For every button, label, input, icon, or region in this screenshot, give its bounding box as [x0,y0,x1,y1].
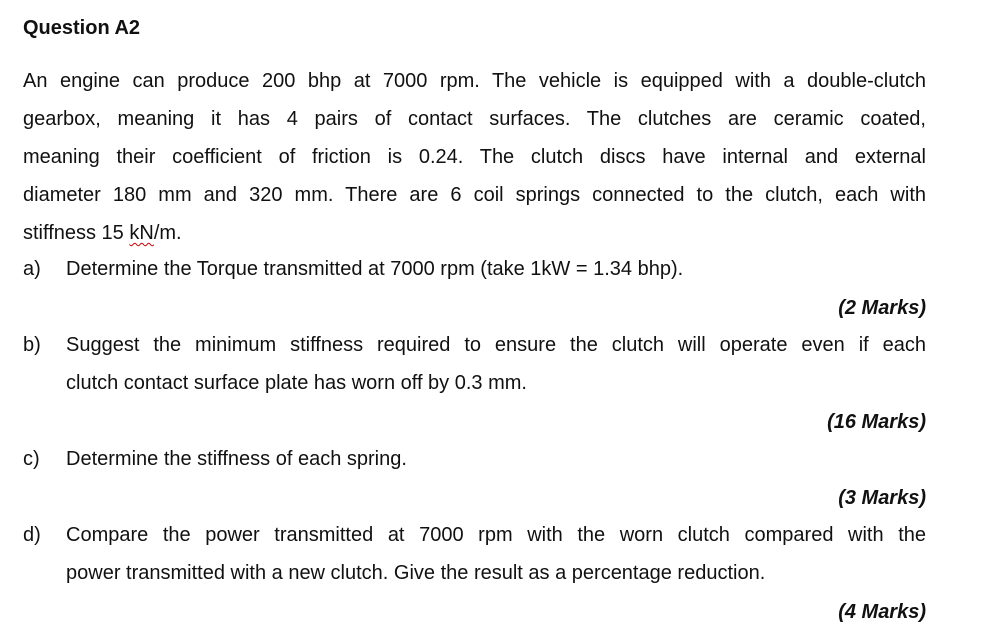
part-a [23,250,926,288]
part-text [66,326,926,402]
part-letter: c) [23,448,40,470]
part-line: clutch contact surface plate has worn off by 0.3 mm. [66,372,527,394]
part-c [23,440,926,478]
intro-text: stiffness 15 [23,222,130,244]
question-intro [23,62,926,252]
intro-line: meaning their coefficient of friction is 0.24. The clutch discs have internal and external [23,146,926,168]
part-line: power transmitted with a new clutch. Give the result as a percentage reduction. [66,562,766,584]
part-line: Compare the power transmitted at 7000 rpm with the worn clutch compared with the [66,524,926,546]
intro-text: /m. [153,222,182,244]
marks-label: (16 Marks) [827,411,926,433]
part-letter: b) [23,334,41,356]
intro-line: gearbox, meaning it has 4 pairs of contact surfaces. The clutches are ceramic coated, [23,108,926,130]
part-b [23,326,926,402]
intro-line: diameter 180 mm and 320 mm. There are 6 coil springs connected to the clutch, each with [23,184,926,206]
marks-label: (2 Marks) [838,297,926,319]
part-line: Suggest the minimum stiffness required to ensure the clutch will operate even if each [66,334,926,356]
part-d [23,516,926,592]
part-text [66,250,926,288]
intro-line [23,214,926,252]
part-line: Determine the stiffness of each spring. [66,448,407,470]
part-text [66,516,926,592]
part-line: Determine the Torque transmitted at 7000 rpm (take 1kW = 1.34 bhp). [66,258,684,280]
intro-line: An engine can produce 200 bhp at 7000 rpm. The vehicle is equipped with a double-clutch [23,70,926,92]
marks-label: (4 Marks) [838,601,926,623]
part-text [66,440,926,478]
part-letter: d) [23,524,41,546]
question-heading: Question A2 [23,17,141,39]
part-letter: a) [23,258,41,280]
spellcheck-flagged-word[interactable]: kN [129,222,154,244]
marks-label: (3 Marks) [838,487,926,509]
